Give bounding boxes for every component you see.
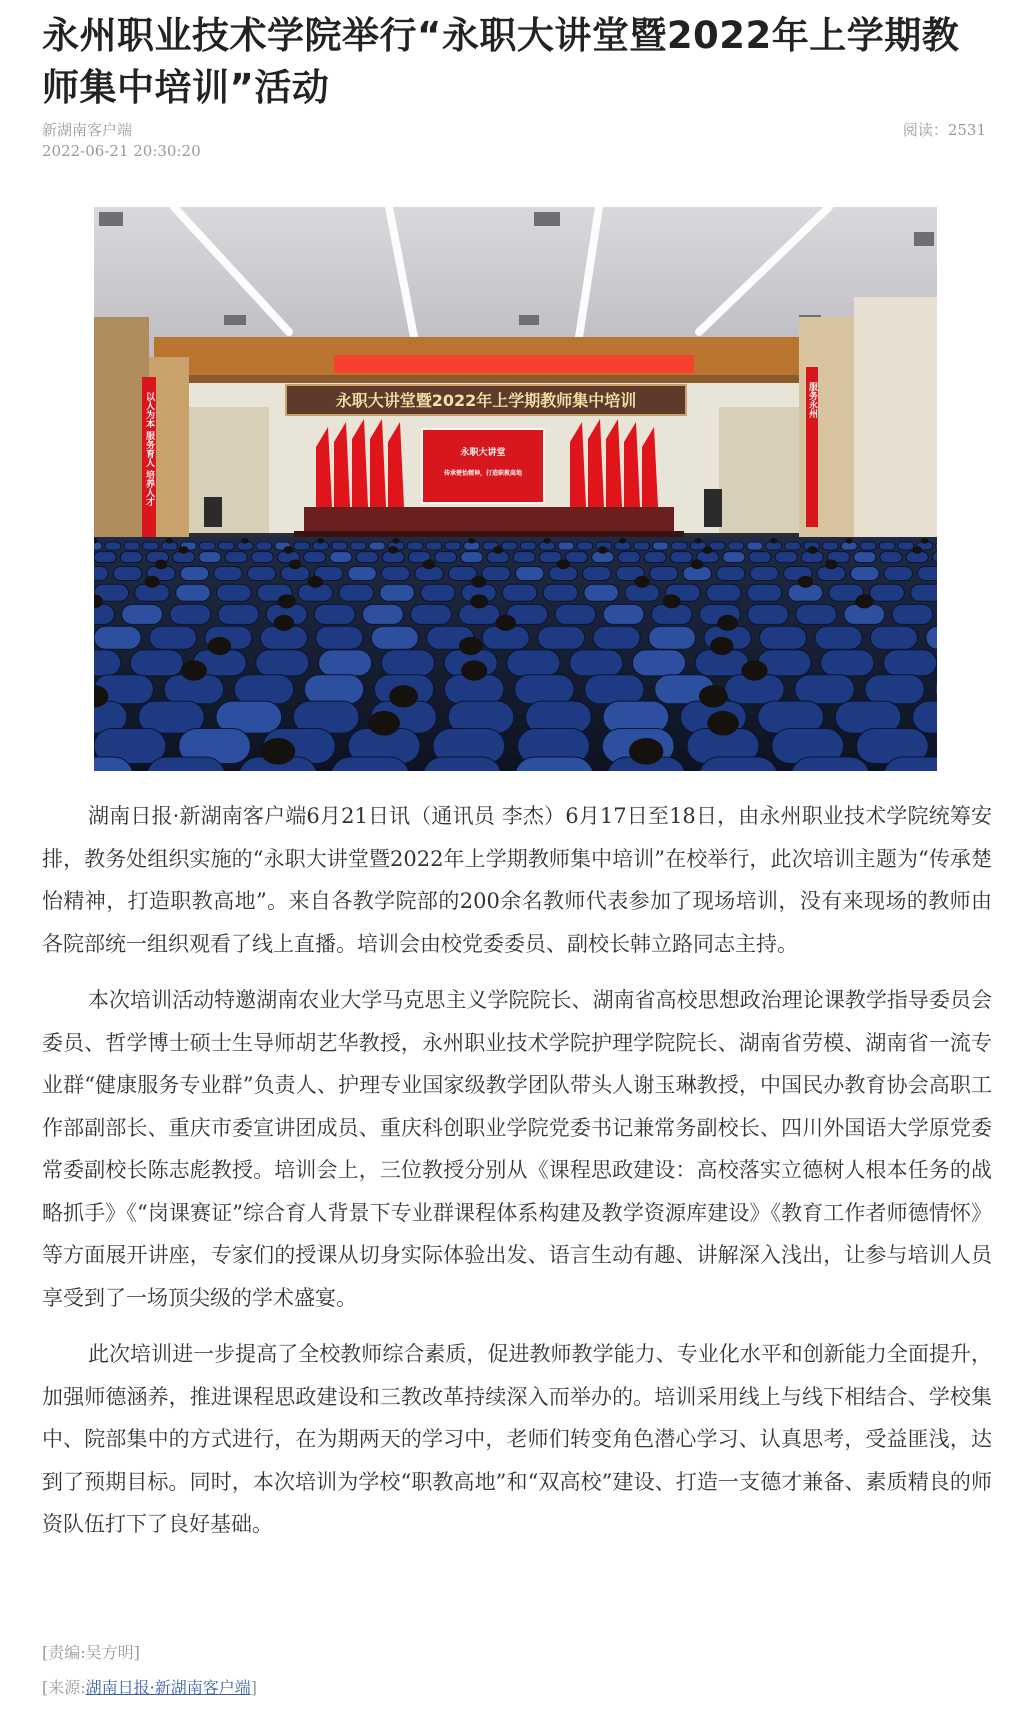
left-banner-text: 以人为本 服务育人 培养人才 bbox=[144, 392, 154, 507]
article-datetime: 2022-06-21 20:30:20 bbox=[42, 142, 201, 160]
article-body bbox=[42, 795, 992, 1560]
right-banner-text: 服务永州 bbox=[807, 382, 817, 418]
source-suffix: ] bbox=[250, 1678, 257, 1697]
screen-theme-text: 传承楚怡精神，打造职教高地 bbox=[443, 470, 523, 477]
article-title: 永州职业技术学院举行“永职大讲堂暨2022年上学期教师集中培训”活动 bbox=[42, 14, 960, 109]
article-paragraph: 湖南日报·新湖南客户端6月21日讯（通讯员 李杰）6月17日至18日，由永州职业技术学院统筹安排，教务处组织实施的“永职大讲堂暨2022年上学期教师集中培训”在校举行，此次培训主题为“传承楚怡精神，打造职教高地”。来自各教学院部的200余名教师代表参加了现场培训，没有来现场的教师由各院部统一组织观看了线上直播。培训会由校党委委员、副校长韩立路同志主持。 bbox=[42, 804, 992, 956]
article-paragraph: 此次培训进一步提高了全校教师综合素质，促进教师教学能力、专业化水平和创新能力全面提升，加强师德涵养，推进课程思政建设和三教改革持续深入而举办的。培训采用线上与线下相结合、学校集中、院部集中的方式进行，在为期两天的学习中，老师们转变角色潜心学习、认真思考，受益匪浅，达到了预期目标。同时，本次培训为学校“职教高地”和“双高校”建设、打造一支德才兼备、素质精良的师资队伍打下了良好基础。 bbox=[42, 1342, 992, 1536]
source-link[interactable]: 湖南日报·新湖南客户端 bbox=[85, 1678, 251, 1697]
read-count: 阅读：2531 bbox=[902, 121, 986, 139]
source-note bbox=[42, 1675, 257, 1698]
editor-note: [责编:吴方明] bbox=[42, 1643, 140, 1662]
stage-banner-text: 永职大讲堂暨2022年上学期教师集中培训 bbox=[335, 391, 637, 410]
article-paragraph: 本次培训活动特邀湖南农业大学马克思主义学院院长、湖南省高校思想政治理论课教学指导委员会委员、哲学博士硕士生导师胡艺华教授，永州职业技术学院护理学院院长、湖南省劳模、湖南省一流专业群“健康服务专业群”负责人、护理专业国家级教学团队带头人谢玉琳教授，中国民办教育协会高职工作部副部长、重庆市委宣讲团成员、重庆科创职业学院党委书记兼常务副校长、四川外国语大学原党委常委副校长陈志彪教授。培训会上，三位教授分别从《课程思政建设：高校落实立德树人根本任务的战略抓手》《“岗课赛证”综合育人背景下专业群课程体系构建及教学资源库建设》《教育工作者师德情怀》等方面展开讲座，专家们的授课从切身实际体验出发、语言生动有趣、讲解深入浅出，让参与培训人员享受到了一场顶尖级的学术盛宴。 bbox=[42, 988, 992, 1310]
article-source: 新湖南客户端 bbox=[42, 121, 133, 139]
screen-title-text: 永职大讲堂 bbox=[460, 448, 506, 458]
source-prefix: [来源: bbox=[42, 1678, 86, 1697]
article-photo bbox=[94, 207, 937, 771]
